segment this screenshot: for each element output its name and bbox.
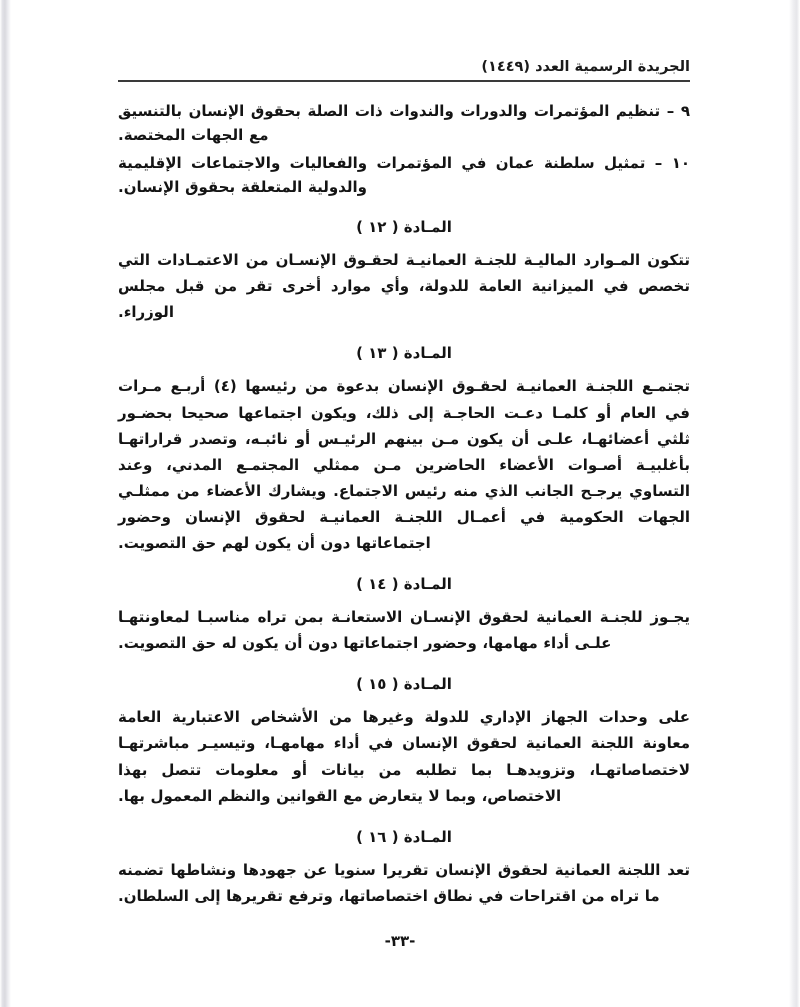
article-body: يجـوز للجنـة العمانية لحقوق الإنسـان الاستعانـة بمن تراه مناسبـا لمعاونتهـا علـى أداء مهامها، وحضور اجتماعاتها دون أن يكون له حق التصويت. (118, 608, 690, 653)
article-body: تجتمـع اللجنـة العمانيـة لحقـوق الإنسان بدعوة من رئيسها (٤) أربـع مـرات في العام أو كلمـا دعـت الحاجـة إلى ذلك، ويكون اجتماعها صحيحا بحضـور ثلثي أعضائهـا، علـى أن يكون مـن بينهم الرئيـس أو نائبـه، وتصدر قراراتهـا بأغلبيـة أصـوات الأعضاء الحاضرين مـن ممثلي المجتمـع المدني، وعند التساوي يرجـح الجانب الذي منه رئيس الاجتماع. ويشارك الأعضاء من ممثلـي الجهات الحكومية في أعمـال اللجنـة العمانيـة لحقوق الإنسان وحضور اجتماعاتها دون أن يكون لهم حق التصويت. (118, 377, 690, 553)
article-heading: المـادة ( ١٤ ) (356, 575, 452, 594)
article-heading: المـادة ( ١٦ ) (356, 827, 452, 846)
article-body: تعد اللجنة العمانية لحقوق الإنسان تقريرا سنويا عن جهودها ونشاطها تضمنه ما تراه من اقتراحات في نطاق اختصاصاتها، وترفع تقريرها إلى السلطان. (118, 860, 690, 905)
article-section (118, 344, 690, 556)
article-heading: المـادة ( ١٣ ) (356, 344, 452, 363)
list-item: ١٠ – تمثيل سلطنة عمان في المؤتمرات والفعاليات والاجتماعات الإقليمية والدولية المتعلقة بحقوق الإنسان. (118, 153, 690, 196)
page-content (118, 0, 690, 909)
article-section (118, 828, 690, 909)
page-edge-shadow-right (789, 0, 800, 1007)
header-divider (118, 80, 690, 82)
running-head-text: الجريدة الرسمية العدد (١٤٤٩) (481, 59, 690, 75)
article-heading: المـادة ( ١٥ ) (356, 675, 452, 694)
article-heading: المـادة ( ١٢ ) (356, 218, 452, 237)
list-item: ٩ – تنظيم المؤتمرات والدورات والندوات ذات الصلة بحقوق الإنسان بالتنسيق مع الجهات المختصة. (118, 102, 690, 145)
page-number: -٣٣- (384, 932, 416, 950)
page-edge-shadow-left (0, 0, 11, 1007)
article-section (118, 218, 690, 325)
article-body: تتكون المـوارد الماليـة للجنـة العمانيـة لحقـوق الإنسـان من الاعتمـادات التي تخصص في الميزانية العامة للدولة، وأي موارد أخرى تقر من قبل مجلس الوزراء. (118, 251, 690, 322)
numbered-list (118, 99, 690, 199)
article-body: على وحدات الجهاز الإداري للدولة وغيرها من الأشخاص الاعتبارية العامة معاونة اللجنة العمانية لحقوق الإنسان في أداء مهامهـا، وتيسيـر مباشرتهـا لاختصاصاتهـا، وتزويدهـا بما تطلبه من بيانات أو معلومات تتصل بهذا الاختصاص، وبما لا يتعارض مع القوانين والنظم المعمول بها. (118, 708, 690, 805)
article-section (118, 675, 690, 808)
article-section (118, 575, 690, 656)
running-head (118, 56, 690, 82)
